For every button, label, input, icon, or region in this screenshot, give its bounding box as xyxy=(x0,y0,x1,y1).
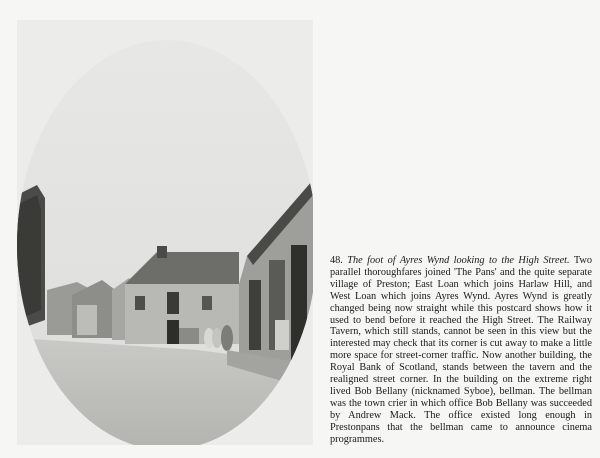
street-photograph-icon xyxy=(17,20,313,445)
photo-caption xyxy=(330,255,592,446)
caption-body: Two parallel thoroughfares joined 'The Pans' and the quite separate village of Preston; East Loan which joins Harlaw Hill, and West Loan which joins Ayres Wynd. Ayres Wynd is greatly changed being now straight while this postcard shows how it used to bend before it reached the High Street. The Railway Tavern, which still stands, cannot be seen in this view but the interested may check that its corner is cut away to make a little more space for street-corner traffic. Now another building, the Royal Bank of Scotland, stands between the tavern and the realigned street corner. In the building on the extreme right lived Bob Bellany (nicknamed Syboe), bellman. The bellman was the town crier in which office Bob Bellany was succeeded by Andrew Mack. The office existed long enough in Prestonpans that the bellman came to announce cinema programmes. xyxy=(330,255,592,445)
photo-frame xyxy=(17,20,313,445)
caption-number: 48. xyxy=(330,255,343,266)
caption-title: The foot of Ayres Wynd looking to the High Street. xyxy=(347,255,570,266)
